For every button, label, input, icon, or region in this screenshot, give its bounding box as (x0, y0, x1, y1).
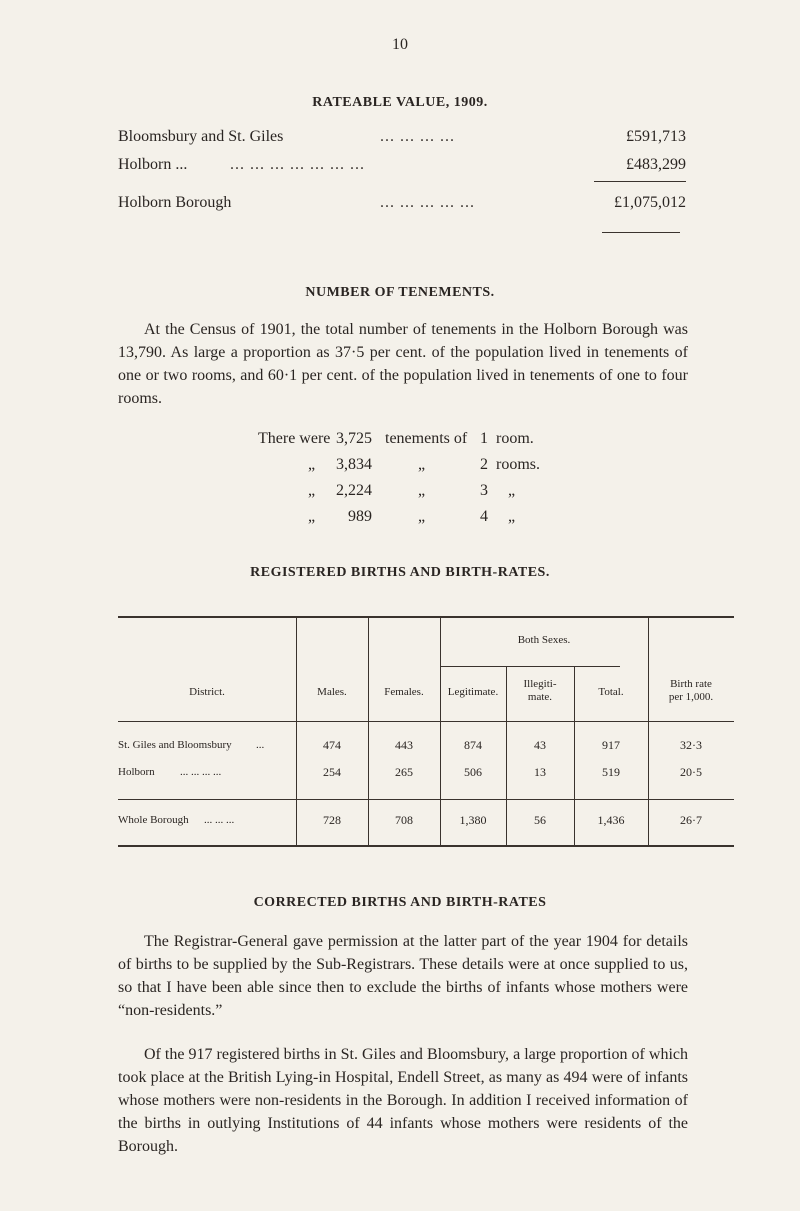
rateable-row-amount: £591,713 (626, 128, 686, 145)
cell-females: 443 (395, 738, 413, 752)
tenement-count: 989 (348, 508, 372, 525)
tenement-count: 3,834 (336, 456, 372, 473)
tenement-middle: tenements of (385, 430, 468, 447)
leader-dots: ... (256, 739, 265, 751)
corrected-heading: CORRECTED BIRTHS AND BIRTH-RATES (253, 895, 547, 910)
cell-illegitimate: 56 (534, 813, 546, 827)
tenement-row (258, 456, 578, 478)
rateable-row-label: Holborn Borough (118, 194, 232, 211)
table-row-district (118, 814, 296, 827)
total-rule (602, 232, 680, 233)
total-rule (118, 799, 734, 800)
rateable-value-heading: RATEABLE VALUE, 1909. (312, 95, 488, 110)
tenement-prefix: There were (258, 430, 331, 447)
both-sexes-rule (440, 666, 620, 667)
leader-dots: ... ... ... ... (380, 128, 455, 145)
tenement-row (258, 430, 578, 452)
cell-legitimate: 874 (464, 738, 482, 752)
cell-birth-rate: 26·7 (680, 813, 702, 827)
rateable-row-amount: £483,299 (626, 156, 686, 173)
tenement-prefix: „ (308, 508, 316, 525)
table-bottom-rule (118, 845, 734, 847)
district-name: Holborn (118, 766, 155, 778)
page-number: 10 (392, 36, 408, 53)
header-illegitimate (506, 678, 574, 704)
cell-total: 1,436 (597, 813, 625, 827)
cell-legitimate: 506 (464, 765, 482, 779)
district-name: Whole Borough (118, 814, 189, 826)
cell-birth-rate: 32·3 (680, 738, 702, 752)
table-row-district (118, 766, 296, 779)
tenement-row (258, 482, 578, 504)
cell-legitimate: 1,380 (459, 813, 487, 827)
rateable-row-label: Bloomsbury and St. Giles (118, 128, 284, 145)
rateable-row-label: Holborn ... (118, 156, 188, 173)
cell-females: 265 (395, 765, 413, 779)
header-illegitimate-line: mate. (527, 691, 553, 703)
tenement-row (258, 508, 578, 530)
tenements-paragraph: At the Census of 1901, the total number of tenements in the Holborn Borough was 13,790. As large a proportion as 37·5 per cent. of the population lived in tenements of one or two rooms, and 60·1 per cent. of the population lived in tenements of one to four rooms. (118, 321, 688, 407)
cell-males: 728 (323, 813, 341, 827)
tenement-suffix: „ (508, 508, 516, 525)
tenement-middle: „ (418, 508, 426, 525)
tenement-middle: „ (418, 482, 426, 499)
column-rule (648, 618, 649, 845)
header-rule (118, 721, 734, 722)
cell-illegitimate: 43 (534, 738, 546, 752)
tenements-heading: NUMBER OF TENEMENTS. (305, 285, 495, 300)
corrected-paragraph-1: The Registrar-General gave permission at the latter part of the year 1904 for details of births to be supplied by the Sub-Registrars. These details were at once supplied to us, so that I have been able since then to exclude the births of infants whose mothers were “non-residents.” (118, 933, 688, 1019)
cell-birth-rate: 20·5 (680, 765, 702, 779)
header-males: Males. (317, 686, 347, 698)
leader-dots: ... ... ... (204, 814, 235, 826)
tenement-rooms: 3 (480, 482, 488, 499)
header-district: District. (189, 686, 225, 698)
rateable-row (118, 156, 686, 178)
tenement-count: 2,224 (336, 482, 372, 499)
column-rule (296, 618, 297, 845)
tenement-prefix: „ (308, 482, 316, 499)
header-illegitimate-line: Illegiti- (523, 678, 557, 690)
tenement-prefix: „ (308, 456, 316, 473)
header-legitimate: Legitimate. (447, 686, 499, 698)
tenement-rooms: 4 (480, 508, 488, 525)
births-table (118, 586, 734, 850)
tenement-suffix: room. (496, 430, 534, 447)
cell-males: 254 (323, 765, 341, 779)
corrected-paragraph-2: Of the 917 registered births in St. Giles and Bloomsbury, a large proportion of which took place at the British Lying-in Hospital, Endell Street, as many as 494 were of infants whose mothers were non-residents in the Borough. In addition I received information of the births in outlying Institutions of 44 infants whose mothers were residents of the Borough. (118, 1046, 688, 1155)
leader-dots: ... ... ... ... ... ... ... (230, 156, 365, 173)
sum-rule (594, 181, 686, 182)
tenement-rooms: 2 (480, 456, 488, 473)
tenement-rooms: 1 (480, 430, 488, 447)
district-name: St. Giles and Bloomsbury (118, 739, 232, 751)
cell-females: 708 (395, 813, 413, 827)
header-birth-rate (648, 678, 734, 704)
cell-total: 917 (602, 738, 620, 752)
tenement-suffix: „ (508, 482, 516, 499)
column-rule (440, 618, 441, 845)
header-birth-rate-line: Birth rate (670, 678, 712, 690)
rateable-row (118, 128, 686, 150)
leader-dots: ... ... ... ... (180, 766, 222, 778)
table-row-district (118, 739, 296, 752)
header-birth-rate-line: per 1,000. (668, 691, 714, 703)
rateable-total-row (118, 194, 686, 216)
tenement-middle: „ (418, 456, 426, 473)
cell-illegitimate: 13 (534, 765, 546, 779)
tenement-suffix: rooms. (496, 456, 540, 473)
header-females: Females. (384, 686, 424, 698)
header-both-sexes: Both Sexes. (517, 634, 571, 646)
table-top-rule (118, 616, 734, 618)
cell-males: 474 (323, 738, 341, 752)
rateable-row-amount: £1,075,012 (614, 194, 686, 211)
header-total: Total. (598, 686, 624, 698)
leader-dots: ... ... ... ... ... (380, 194, 475, 211)
cell-total: 519 (602, 765, 620, 779)
births-heading: REGISTERED BIRTHS AND BIRTH-RATES. (250, 565, 550, 580)
column-rule (368, 618, 369, 845)
tenement-count: 3,725 (336, 430, 372, 447)
